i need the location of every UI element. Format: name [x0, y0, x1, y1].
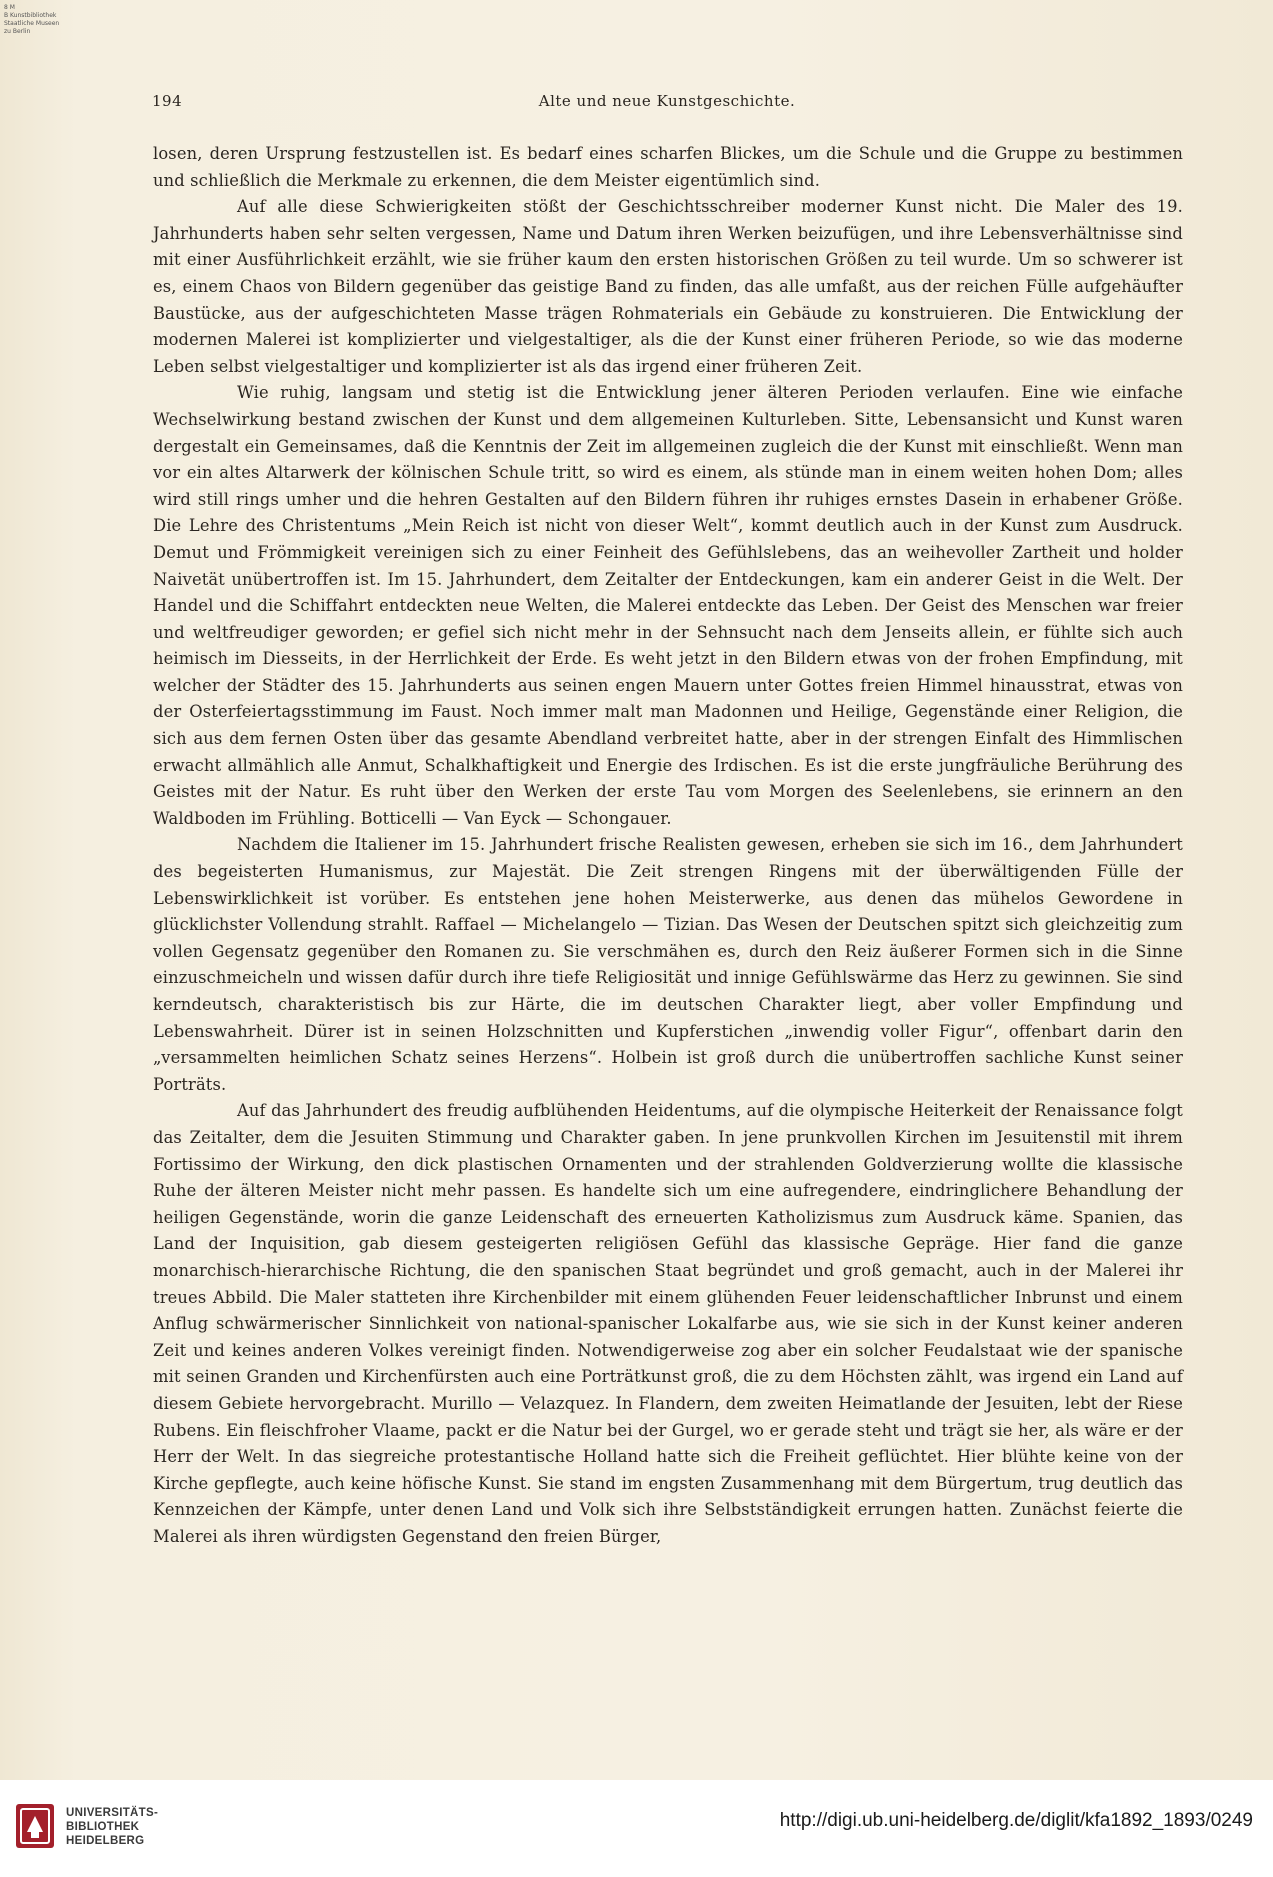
library-name-line: UNIVERSITÄTS- [66, 1807, 159, 1819]
library-name-line: HEIDELBERG [66, 1835, 145, 1847]
digital-copy-link[interactable]: http://digi.ub.uni-heidelberg.de/diglit/kfa1892_1893/0249 [779, 1810, 1253, 1831]
library-name [66, 1806, 158, 1848]
stamp-line: zu Berlin [4, 28, 31, 35]
stamp-line: 8 M [4, 4, 15, 11]
heidelberg-seal-icon [14, 1802, 56, 1850]
page-header [152, 92, 1182, 116]
footer-bar [0, 1780, 1273, 1877]
paragraph: Wie ruhig, langsam und stetig ist die Entwicklung jener älteren Perioden verlaufen. Eine wie einfache Wechselwirkung bestand zwischen der Kunst und dem allgemeinen Kulturleben. Sitte, Lebensansicht und Kunst waren dergestalt ein Gemeinsames, daß die Kenntnis der Zeit im allgemeinen zugleich die der Kunst mit einschließt. Wenn man vor ein altes Altarwerk der kölnischen Schule tritt, so wird es einem, als stünde man in einem weiten hohen Dom; alles wird still rings umher und die hehren Gestalten auf den Bildern führen ihr ruhiges ernstes Dasein in erhabener Größe. Die Lehre des Christentums „Mein Reich ist nicht von dieser Welt“, kommt deutlich auch in der Kunst zum Ausdruck. Demut und Frömmigkeit vereinigen sich zu einer Feinheit des Gefühlslebens, das an weihevoller Zartheit und holder Naivetät unübertroffen ist. Im 15. Jahrhundert, dem Zeitalter der Entdeckungen, kam ein anderer Geist in die Welt. Der Handel und die Schiffahrt entdeckten neue Welten, die Malerei entdeckte das Leben. Der Geist des Menschen war freier und weltfreudiger geworden; er gefiel sich nicht mehr in der Sehnsucht nach dem Jenseits allein, er fühlte sich auch heimisch im Diesseits, in der Herrlichkeit der Erde. Es weht jetzt in den Bildern etwas von der frohen Empfindung, mit welcher der Städter des 15. Jahrhunderts aus seinen engen Mauern unter Gottes freien Himmel hinausstrat, etwas von der Osterfeiertagsstimmung im Faust. Noch immer malt man Madonnen und Heilige, Gegenstände einer Religion, die sich aus dem fernen Osten über das gesamte Abendland verbreitet hatte, aber in der strengen Einfalt des Himmlischen erwacht allmählich alle Anmut, Schalkhaftigkeit und Energie des Irdischen. Es ist die erste jungfräuliche Berührung des Geistes mit der Natur. Es ruht über den Werken der erste Tau vom Morgen des Seelenlebens, sie erinnern an den Waldboden im Frühling. Botticelli — Van Eyck — Schongauer. [153, 383, 1183, 828]
running-title: Alte und neue Kunstgeschichte. [538, 92, 796, 110]
body-text [153, 141, 1183, 1550]
page-number: 194 [152, 92, 183, 110]
paragraph: Auf alle diese Schwierigkeiten stößt der Geschichtsschreiber moderner Kunst nicht. Die Maler des 19. Jahrhunderts haben sehr selten vergessen, Name und Datum ihren Werken beizufügen, und ihre Lebensverhältnisse sind mit einer Ausführlichkeit erzählt, wie sie früher kaum den ersten historischen Größen zu teil wurde. Um so schwerer ist es, einem Chaos von Bildern gegenüber das geistige Band zu finden, das alle umfaßt, aus der reichen Fülle aufgehäufter Baustücke, aus der aufgeschichteten Masse trägen Rohmaterials ein Gebäude zu konstruieren. Die Entwicklung der modernen Malerei ist komplizierter und vielgestaltiger, als die der Kunst einer früheren Periode, so wie das moderne Leben selbst vielgestaltiger und komplizierter ist als das irgend einer früheren Zeit. [153, 197, 1183, 376]
paragraph: Auf das Jahrhundert des freudig aufblühenden Heidentums, auf die olympische Heiterkeit der Renaissance folgt das Zeitalter, dem die Jesuiten Stimmung und Charakter gaben. In jene prunkvollen Kirchen im Jesuitenstil mit ihrem Fortissimo der Wirkung, den dick plastischen Ornamenten und der strahlenden Goldverzierung wollte die klassische Ruhe der älteren Meister nicht mehr passen. Es handelte sich um eine aufregendere, eindringlichere Behandlung der heiligen Gegenstände, worin die ganze Leidenschaft des erneuerten Katholizismus zum Ausdruck käme. Spanien, das Land der Inquisition, gab diesem gesteigerten religiösen Gefühl das klassische Gepräge. Hier fand die ganze monarchisch-hierarchische Richtung, die den spanischen Staat begründet und groß gemacht, auch in der Malerei ihr treues Abbild. Die Maler statteten ihre Kirchenbilder mit einem glühenden Feuer leidenschaftlicher Inbrunst und einem Anflug schwärmerischer Sinnlichkeit von national-spanischer Lokalfarbe aus, wie sie sich in der Kunst keiner anderen Zeit und keines anderen Volkes vereinigt finden. Notwendigerweise zog aber ein solcher Feudalstaat wie der spanische mit seinen Granden und Kirchenfürsten auch eine Porträtkunst groß, die zu dem Höchsten zählt, was irgend ein Land auf diesem Gebiete hervorgebracht. Murillo — Velazquez. In Flandern, dem zweiten Heimatlande der Jesuiten, lebt der Riese Rubens. Ein fleischfroher Vlaame, packt er die Natur bei der Gurgel, wo er gerade steht und trägt sie her, als wäre er der Herr der Welt. In das siegreiche protestantische Holland hatte sich die Freiheit geflüchtet. Hier blühte keine von der Kirche gepflegte, auch keine höfische Kunst. Sie stand im engsten Zusammenhang mit dem Bürgertum, trug deutlich das Kennzeichen der Kämpfe, unter denen Land und Volk sich ihre Selbstständigkeit errungen hatten. Zunächst feierte die Malerei als ihren würdigsten Gegenstand den freien Bürger, [153, 1101, 1183, 1546]
paragraph: Nachdem die Italiener im 15. Jahrhundert frische Realisten gewesen, erheben sie sich im 16., dem Jahrhundert des begeisterten Humanismus, zur Majestät. Die Zeit strengen Ringens mit der überwältigenden Fülle der Lebenswirklichkeit ist vorüber. Es entstehen jene hohen Meisterwerke, aus denen das mühelos Gewordene in glücklichster Vollendung strahlt. Raffael — Michelangelo — Tizian. Das Wesen der Deutschen spitzt sich gleichzeitig zum vollen Gegensatz gegenüber den Romanen zu. Sie verschmähen es, durch den Reiz äußerer Formen sich in die Sinne einzuschmeicheln und wissen dafür durch ihre tiefe Religiosität und innige Gefühlswärme das Herz zu gewinnen. Sie sind kerndeutsch, charakteristisch bis zur Härte, die im deutschen Charakter liegt, aber voller Empfindung und Lebenswahrheit. Dürer ist in seinen Holzschnitten und Kupferstichen „inwendig voller Figur“, offenbart darin den „versammelten heimlichen Schatz seines Herzens“. Holbein ist groß durch die unübertroffen sachliche Kunst seiner Porträts. [153, 835, 1183, 1094]
paragraph: losen, deren Ursprung festzustellen ist. Es bedarf eines scharfen Blickes, um die Schule und die Gruppe zu bestimmen und schließlich die Merkmale zu erkennen, die dem Meister eigentümlich sind. [153, 144, 1183, 190]
stamp-line: B Kunstbibliothek [4, 12, 57, 19]
library-stamp [4, 4, 66, 36]
stamp-line: Staatliche Museen [4, 20, 60, 27]
library-name-line: BIBLIOTHEK [66, 1821, 140, 1833]
